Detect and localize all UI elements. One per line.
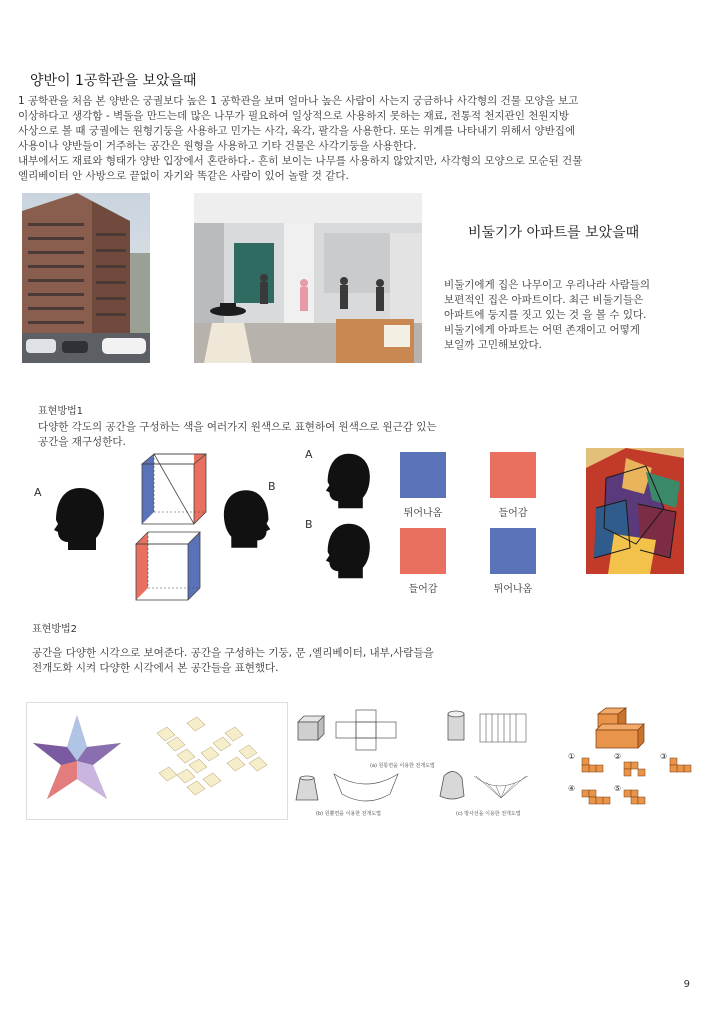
caption-recede-bottom: 들어감 <box>408 584 438 595</box>
color-square-red-top <box>490 452 536 498</box>
method1-title: 표현방법1 <box>38 406 84 417</box>
section2-title: 비둘기가 아파트를 보았을때 <box>468 225 640 241</box>
cubist-painting <box>586 448 684 574</box>
net-caption-b: (b) 원뿔면을 이용한 전개도법 <box>316 811 381 817</box>
section1-title: 양반이 1공학관을 보았을때 <box>30 73 197 89</box>
head-silhouette-a <box>322 452 372 510</box>
caption-recede-top: 들어감 <box>498 508 528 519</box>
label-a: A <box>34 486 42 499</box>
apartment-photo <box>22 193 150 363</box>
color-square-blue-top <box>400 452 446 498</box>
option-mark-2: ② <box>614 752 622 761</box>
cube-bottom <box>134 530 206 602</box>
label-b: B <box>268 480 276 493</box>
method2-title: 표현방법2 <box>32 624 78 635</box>
block-puzzle <box>566 690 702 810</box>
method1-body: 다양한 각도의 공간을 구성하는 색을 여러가지 원색으로 표현하여 원색으로 원근감 있는 공간을 재구성한다. <box>38 421 437 448</box>
page-number: 9 <box>683 979 690 990</box>
head-silhouette-middle <box>222 488 274 550</box>
method2-body: 공간을 다양한 시각으로 보여준다. 공간을 구성하는 기둥, 문 ,엘리베이터, 내부,사람들을 전개도화 시켜 다양한 시각에서 본 공간들을 표현했다. <box>32 647 434 674</box>
color-square-blue-bottom <box>490 528 536 574</box>
caption-protrude-top: 튀어나옴 <box>403 508 443 519</box>
option-mark-5: ⑤ <box>614 784 622 793</box>
option-mark-3: ③ <box>660 752 668 761</box>
section2-body: 비둘기에게 집은 나무이고 우리나라 사람들의 보편적인 집은 아파트이다. 최근 비둘기들은 아파트에 둥지를 짓고 있는 것 을 볼 수 있다. 비둘기에게 아파트는 어떤 존재이고 어떻게 보일까 고민해보았다. <box>444 279 651 351</box>
corridor-photo <box>194 193 422 363</box>
label-a-right: A <box>305 448 313 461</box>
polyhedra-panel <box>26 702 288 820</box>
net-caption-c: (c) 방사선을 이용한 전개도법 <box>456 811 521 817</box>
head-silhouette-left <box>50 486 106 552</box>
label-b-right: B <box>305 518 313 531</box>
option-mark-1: ① <box>568 752 576 761</box>
head-silhouette-b <box>322 522 372 580</box>
color-square-red-bottom <box>400 528 446 574</box>
section1-body: 1 공학관을 처음 본 양반은 궁궐보다 높은 1 공학관을 보며 얼마나 높은 사람이 사는지 궁금하나 사각형의 건물 모양을 보고 이상하다고 생각함 - 벽돌을 만드는데 많은 나무가 필요하여 일상적으로 사용하지 못하는 재료, 전통적 천지관인 천원지방 사상으로 볼 때 궁궐에는 원형기둥을 사용하고 민가는 사각, 육각, 팔각을 사용한다. 또는 위계를 나타내기 위해서 양반집에 사용이나 양반들이 거주하는 공간은 원형을 사용하고 기타 건물은 사각기둥을 사용한다. 내부에서도 재료와 형태가 양반 입장에서 혼란하다.- 흔히 보이는 나무를 사용하지 않았지만, 사각형의 모양으로 모순된 건물 엘리베이터 안 사방으로 끝없이 자기와 똑같은 사람이 있어 놀랄 것 같다. <box>18 95 583 182</box>
caption-protrude-bottom: 튀어나옴 <box>493 584 533 595</box>
net-caption-a: (a) 원통면을 이용한 전개도법 <box>370 763 435 769</box>
cube-top <box>140 452 212 528</box>
option-mark-4: ④ <box>568 784 576 793</box>
